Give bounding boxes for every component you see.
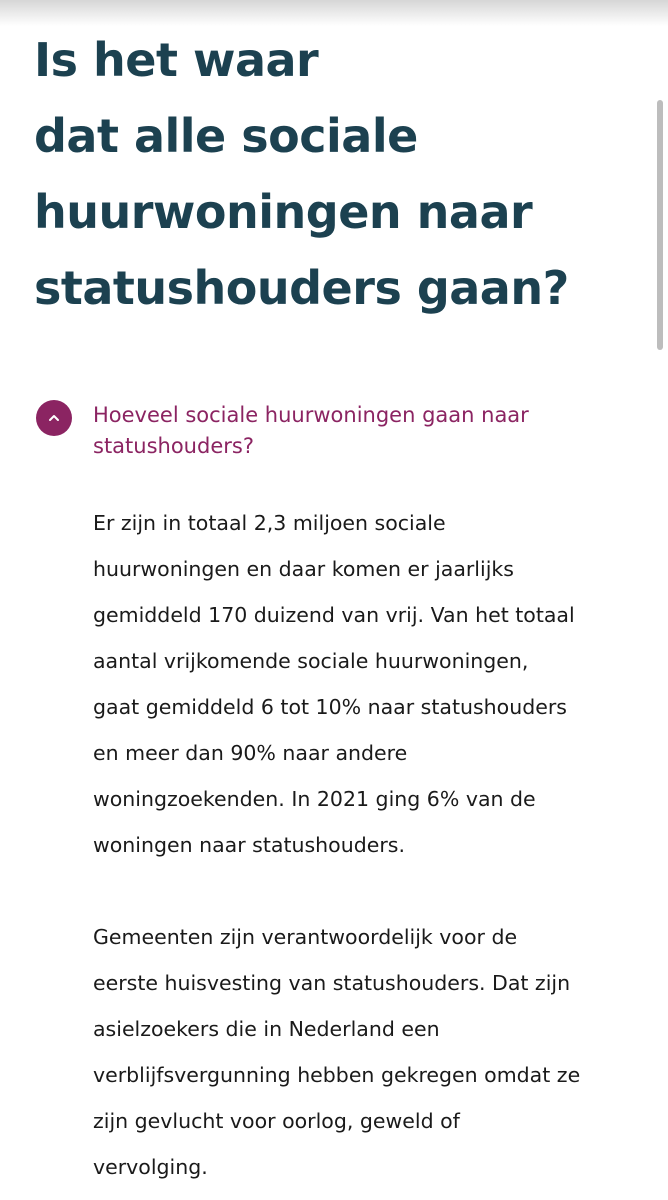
page-title <box>34 22 644 326</box>
answer-line: woningen naar statushouders. <box>93 833 405 857</box>
faq-question[interactable] <box>93 400 633 462</box>
chevron-up-icon <box>46 410 62 426</box>
page-title-line: Is het waar <box>34 33 319 87</box>
answer-line: vervolging. <box>93 1155 208 1179</box>
answer-line: woningzoekenden. In 2021 ging 6% van de <box>93 787 536 811</box>
answer-line: asielzoekers die in Nederland een <box>93 1017 440 1041</box>
answer-line: en meer dan 90% naar andere <box>93 741 408 765</box>
faq-answer <box>93 500 653 1200</box>
faq-collapse-button[interactable] <box>36 400 72 436</box>
answer-line: Er zijn in totaal 2,3 miljoen sociale <box>93 511 446 535</box>
answer-paragraph <box>93 914 653 1190</box>
answer-line: gemiddeld 170 duizend van vrij. Van het totaal <box>93 603 575 627</box>
page-title-line: dat alle sociale <box>34 109 418 163</box>
page-title-line: statushouders gaan? <box>34 261 569 315</box>
page-title-line: huurwoningen naar <box>34 185 533 239</box>
answer-line: huurwoningen en daar komen er jaarlijks <box>93 557 514 581</box>
answer-line: aantal vrijkomende sociale huurwoningen, <box>93 649 529 673</box>
answer-line: gaat gemiddeld 6 tot 10% naar statushouders <box>93 695 567 719</box>
faq-question-line: statushouders? <box>93 434 254 458</box>
answer-line: Gemeenten zijn verantwoordelijk voor de <box>93 925 518 949</box>
answer-line: zijn gevlucht voor oorlog, geweld of <box>93 1109 460 1133</box>
faq-question-line: Hoeveel sociale huurwoningen gaan naar <box>93 403 529 427</box>
answer-line: verblijfsvergunning hebben gekregen omdat ze <box>93 1063 581 1087</box>
answer-paragraph <box>93 500 653 868</box>
scrollbar-thumb[interactable] <box>657 100 663 350</box>
answer-line: eerste huisvesting van statushouders. Dat zijn <box>93 971 571 995</box>
